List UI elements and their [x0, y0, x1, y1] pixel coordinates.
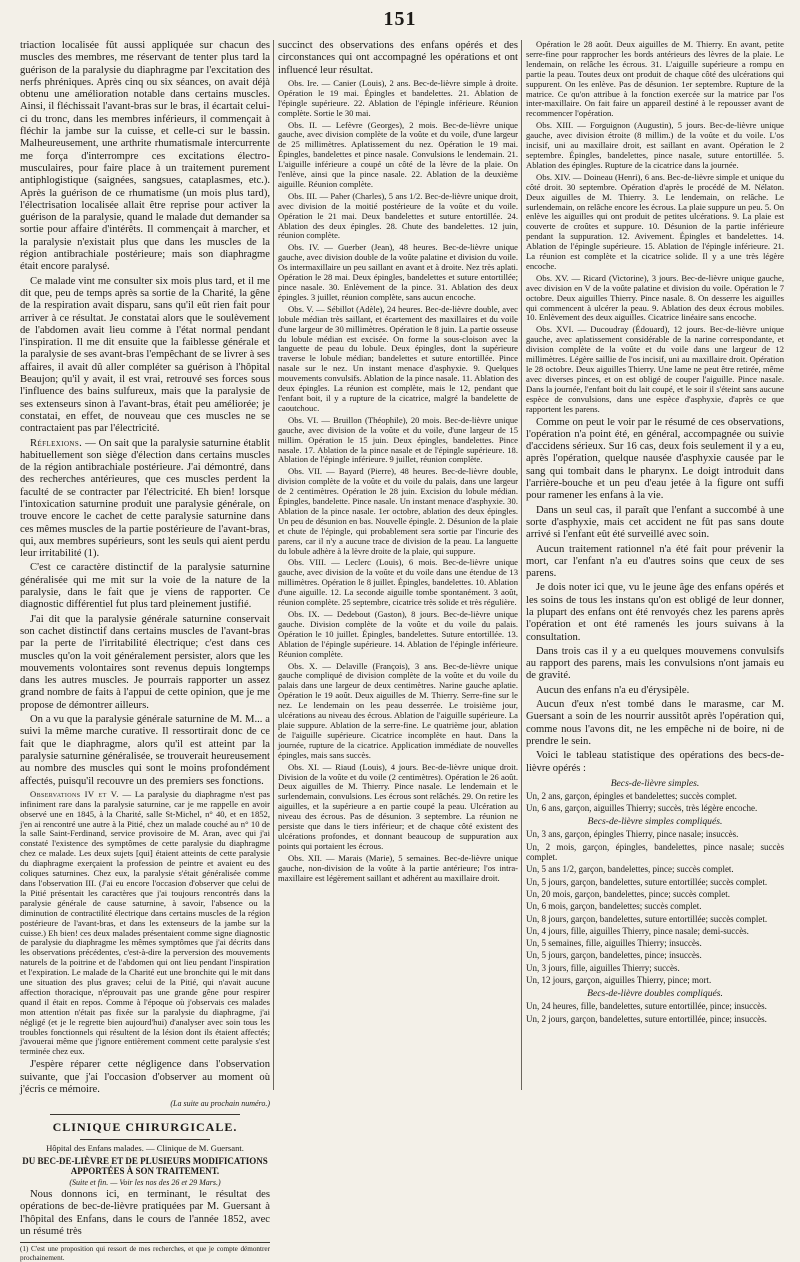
paragraph: J'espère réparer cette négligence dans l'observation suivante, que j'ai l'occasion d'observer au moment où j'écris ce mémoire.	[20, 1059, 270, 1095]
stat-row: Un, 2 ans, garçon, épingles et bandelettes; succès complet.	[526, 790, 737, 801]
paragraph	[20, 790, 270, 1057]
observation: Obs. IX. — Dedebout (Gaston), 8 jours. Bec-de-lièvre unique gauche. Division complète de la voûte et du voile du palais. Opération le 10 juillet. Épingles, bandelettes. Suture entortillée. 13. Ablation de l'épingle supérieure. 14. Ablation de l'épingle inférieure. Réunion complète.	[278, 609, 518, 659]
paragraph	[20, 438, 270, 561]
stat-row: Un, 5 jours, garçon, bandelettes, pince; insuccès.	[526, 950, 702, 961]
section-title: CLINIQUE CHIRURGICALE.	[52, 1120, 238, 1135]
observation: Obs. XIII. — Forguignon (Augustin), 5 jours. Bec-de-lièvre unique gauche, avec division étroite (8 millim.) de la voûte et du voile. L'os incisif, uni au maxillaire droit, est saillant en avant. Opération le 2 septembre. Épingles, bandelettes, pince nasale, suture entortillée. 5. Ablation des épingles. Rupture de la cicatrice dans la journée.	[526, 120, 784, 170]
footnote: (1) C'est une proposition qui ressort de mes recherches, et que je compte démontrer prochainement.	[20, 1242, 270, 1261]
stat-heading: Becs-de-lièvre simples compliqués.	[587, 816, 723, 828]
stat-row: Un, 24 heures, fille, bandelettes, suture entortillée, pince; insuccès.	[526, 1001, 767, 1012]
paragraph: Ce malade vint me consulter six mois plus tard, et il me dit que, peu de temps après sa sortie de la Charité, la gêne de la respiration avait disparu, sans qu'il eût rien fait pour arriver à ce résultat. Je constatai alors que le soulèvement de l'abdomen avait lieu comme à l'état normal pendant l'inspiration. Il me dit ensuite que la faiblesse générale et la paralysie de ses avant-bras l'empêchant de se livrer à ses affaires, il avait dû aller compléter sa guérison à l'hôpital Beaujon; qu'il y avait, il est vrai, retrouvé ses forces sous l'influence des bains sulfureux, mais que la paralysie de ses extenseurs sinon à l'avant-bras, était peu améliorée; je constatai, en effet, de nouveau que ces muscles ne se contractaient pas par l'électricité.	[20, 275, 270, 435]
stat-row: Un, 4 jours, fille, aiguilles Thierry, pince nasale; demi-succès.	[526, 925, 749, 936]
paragraph-lead: Réflexions.	[30, 437, 83, 449]
column-left	[20, 40, 270, 1262]
observation: Obs. VII. — Bayard (Pierre), 48 heures. Bec-de-lièvre double, division complète de la voûte et du voile du palais, dans une largeur de 2 centimètres. Opération le 28 juin. Excision du lobule médian. Épingles, bandelette. Pince nasale. Un instant menace d'asphyxie. 30. Ablation de la pince nasale. 1er octobre, ablation des deux épingles. Un peu de désunion en bas. Nouvelle épingle. 2. Désunion de la plaie et chute de l'épingle, qui probablement sera sortie par l'incurie des parens, car il n'y a aucune trace de division de la peau. La languette du lobule adhère à la lèvre droite de la plaie, qui suppure.	[278, 466, 518, 556]
hospital-line: Hôpital des Enfans malades. — Clinique de M. Guersant.	[46, 1143, 244, 1154]
article-subtitle: (Suite et fin. — Voir les nos des 26 et 29 Mars.)	[69, 1178, 221, 1188]
paragraph: Aucun d'eux n'est tombé dans le marasme, car M. Guersant a soin de les nourrir aussitôt après l'opération qui, comme nous l'avons dit, ne les empêche ni de boire, ni de prendre le sein.	[526, 699, 784, 747]
paragraph: Je dois noter ici que, vu le jeune âge des enfans opérés et les soins de tous les instans qu'on est obligé de leur donner, la plupart des enfans ont été renvoyés chez les parens après l'opération et ont été ramenés les jours suivans à la consultation.	[526, 582, 784, 643]
observation: Obs. XV. — Ricard (Victorine), 3 jours. Bec-de-lièvre unique gauche, avec division en V de la voûte palatine et division du voile. Opération le 7 octobre. Deux aiguilles Thierry. Pince nasale. 8. On desserre les aiguilles qui commencent à ulcérer la peau. 9. Ablation des deux écrous mobiles. 10. Enlèvement des deux aiguilles. Cicatrice linéaire sans encoche.	[526, 272, 784, 323]
stat-row: Un, 5 jours, garçon, bandelettes, suture entortillée; succès complet.	[526, 876, 768, 887]
stat-row: Un, 3 ans, garçon, épingles Thierry, pince nasale; insuccès.	[526, 829, 739, 840]
column-rule-1	[273, 40, 274, 1090]
observation: Opération le 28 août. Deux aiguilles de M. Thierry. En avant, petite serre-fine pour rapprocher les bords antérieurs des lèvres de la plaie. Le lendemain, on relâche les écrous. 31. L'aiguille supérieure a rompu en partie la peau. Toutes deux ont produit de chaque côté des ulcérations qui suppurent. On les enlève. Pas de désunion. 1er septembre. Rupture de la matrice. Ce qu'on attribue à la fonction exercée sur la matrice par l'os inter-maxillaire. On fait faire un appareil destiné à le repousser avant de recommencer l'opération.	[526, 39, 784, 119]
stat-row: Un, 2 mois, garçon, épingles, bandelettes, pince nasale; succès complet.	[526, 841, 784, 863]
paragraph: J'ai dit que la paralysie générale saturnine conservait son cachet distinctif dans certains muscles de l'avant-bras par la perte de l'irritabilité électrique; c'est dans ces muscles qu'on la voit généralement persister, alors que les mouvements volontaires sont revenus depuis longtemps dans les autres muscles. Je pourrais rapporter un assez grand nombre de faits à l'appui de cette opinion, que je me propose de démontrer ailleurs.	[20, 613, 270, 711]
stat-heading: Becs-de-lièvre simples.	[610, 777, 700, 789]
statistics-table	[526, 778, 784, 1024]
observation: Obs. V. — Sébillot (Adèle), 24 heures. Bec-de-lièvre double, avec lobule médian très saillant, et écartement des maxillaires et du voile d'une largeur de 30 millimètres. Opération le 8 juin. La partie osseuse du lobule médian est excisée. On forme la sous-cloison avec la languette de peau du lobule. Deux épingles, dont la supérieure traverse le lobule médian; bandelettes et suture entortillée. Pince nasale sur le nez. Un instant menace d'asphyxie. 9. Quelques mouvements convulsifs. Ablation de la pince nasale. 11. Ablation des deux épingles. La réunion est complète, mais le 12, pendant que l'enfant boit, il y a rupture de la cicatrice, malgré la bandelette de caoutchouc.	[278, 303, 518, 413]
observation: Obs. VIII. — Leclerc (Louis), 6 mois. Bec-de-lièvre unique gauche, avec division de la voûte et du voile dans une étendue de 13 millimètres. Opération le 8 juillet. Épingles, bandelettes. 10. Ablation d'une aiguille. 12. La seconde aiguille tombe spontanément. 3 août, réunion complète. 25 septembre, cicatrice très solide et très régulière.	[278, 557, 518, 608]
paragraph-body: — La paralysie du diaphragme n'est pas infiniment rare dans la paralysie saturnine, car je me rappelle en avoir observé une en 1845, à la Charité, salle St-Michel, n° 40, et en 1852, j'en ai rencontré une autre à la Pitié, chez un malade couché au n° 10 de la salle Saint-Ferdinand, service provisoire de M. Aran, avec qui j'ai constaté l'existence des symptômes de cette paralysie du diaphragme chez ce malade. Les deux sujets [qui] étaient atteints de cette paralysie du diaphragme exerçaient la profession de peintre et avaient eu des coliques saturnines. Chez eux, la paralysie s'était généralisée comme dans l'observation III. (J'ai eu encore l'occasion d'observer que celui de la Pitié présentait les caractères que j'ai toujours rencontrés dans la paralysie générale de cause saturnine, à savoir, l'absence ou la diminution de contractilité électrique dans certains muscles de la région postérieure de l'avant-bras, et dans les extenseurs de la jambe sur la cuisse.) Eh bien! ces deux malades présentaient comme signe diagnostic de paralysie du diaphragme les mêmes symptômes que j'ai décrits dans les observations précédentes, c'est-à-dire la perversion des mouvements naturels de la poitrine et de l'abdomen qui ont lieu pendant l'inspiration et l'expiration. Le malade de la Charité eut une bronchite qui le mit dans une situation des plus graves; celui de la Pitié, qui n'avait aucune affection thoracique, n'éprouvait pas une grande gêne pour respirer quand il était en repos. Comme à l'époque où j'observais ces malades mon attention n'était pas fixée sur la paralysie du diaphragme, j'ai négligé (et je le regrette bien aujourd'hui) d'analyser avec soin tous les troubles fonctionnels qui résultent de la lésion dont ils étaient affectés; j'avouerai même que j'ignore entièrement comment cette paralysie s'est terminée chez eux.	[20, 788, 270, 1057]
stat-row: Un, 12 jours, garçon, aiguilles Thierry, pince; mort.	[526, 975, 712, 985]
observation: Obs. XI. — Riaud (Louis), 4 jours. Bec-de-lièvre unique droit. Division de la voûte et du voile (2 centimètres). Opération le 26 août. Deux aiguilles de M. Thierry. Pince nasale. Le lendemain et le surlendemain, convulsions. Les écrous sont relâchés. 29. On retire les aiguilles, et la supérieure a en partie coupé la peau. Ulcération au niveau des écrous. Pas de désunion. 3 septembre. La réunion ne persiste que dans le tiers inférieur; et de chaque côté existent des ulcérations profondes, et donnant beaucoup de suppuration aux points qui portaient les écrous.	[278, 761, 518, 851]
observation: Obs. II. — Lefèvre (Georges), 2 mois. Bec-de-lièvre unique gauche, avec division complète de la voûte et du voile, d'une largeur de 25 millimètres. Aplatissement du nez. Opération le 19 mai. Épingles, bandelettes et pince nasale. Convulsions le lendemain. 21. L'aiguille inférieure a coupé un côté de la lèvre de la plaie. On l'enlève, ainsi que la pince nasale. 22. Ablation de la deuxième aiguille. Réunion complète.	[278, 119, 518, 189]
paragraph: C'est ce caractère distinctif de la paralysie saturnine généralisée qui me mit sur la voie de la nature de la paralysie, dans le fait que je viens de rapporter. Ce diagnostic différentiel fut plus tard pleinement justifié.	[20, 562, 270, 611]
paragraph: Dans trois cas il y a eu quelques mouvemens convulsifs au rapport des parens, mais les convulsions n'ont jamais eu de gravité.	[526, 645, 784, 682]
paragraph: Comme on peut le voir par le résumé de ces observations, l'opération n'a point été, en général, accompagnée ou suivie d'accidens sérieux. Sur 16 cas, deux fois seulement il y a eu, après l'opération, quelque nausée d'asphyxie causée par le sang qui tombait dans le pharynx. Le doigt introduit dans l'arrière-bouche et un peu d'eau jetée à la figure ont suffi pour ramener les enfans à la vie.	[526, 416, 784, 502]
paragraph: Nous donnons ici, en terminant, le résultat des opérations de bec-de-lièvre pratiquées par M. Guersant à l'hôpital des Enfans, dans le cours de l'année 1852, avec un résumé très	[20, 1189, 270, 1238]
continued-note: (La suite au prochain numéro.)	[170, 1099, 270, 1109]
stat-row: Un, 5 semaines, fille, aiguilles Thierry; insuccès.	[526, 938, 702, 949]
observation: Obs. III. — Paher (Charles), 5 ans 1/2. Bec-de-lièvre unique droit, avec division de la moitié postérieure de la voûte et du voile. Opération le 21 mai. Deux bandelettes et suture entortillée. 24. Ablation des deux épingles. 28. Chute des bandelettes. 12 juin, réunion complète.	[278, 190, 518, 241]
observation: Obs. Ire. — Canier (Louis), 2 ans. Bec-de-lièvre simple à droite. Opération le 19 mai. Épingles et bandelettes. 21. Ablation de l'épingle supérieure. 22. Ablation de l'épingle inférieure. Réunion complète. Sortie le 30 mai.	[278, 77, 518, 118]
stat-row: Un, 2 jours, garçon, bandelettes, suture entortillée, pince; insuccès.	[526, 1013, 767, 1024]
column-rule-2	[521, 40, 522, 1090]
observation: Obs. XIV. — Doineau (Henri), 6 ans. Bec-de-lièvre simple et unique du côté droit. 30 septembre. Opération d'après le procédé de M. Nélaton. Deux aiguilles de M. Thierry. 3. Le lendemain, on relâche. Le surlendemain, on relâche encore les écrous. La plaie suppure un peu. 5. On enlève les aiguilles qui ont produit de petites ulcérations. 9. La plaie est couverte de croûtes et suppure. 10. Désunion de la partie inférieure pendant la suppuration. 12. Avivement. Épingles et bandelettes. 14. Ablation de l'épingle supérieure. 15. Ablation de l'épingle inférieure. 21. La réunion est complète et la cicatrice solide. Il y a une très légère encoche.	[526, 171, 784, 271]
stat-row: Un, 6 ans, garçon, aiguilles Thierry; succès, très légère encoche.	[526, 803, 758, 814]
stat-heading: Becs-de-lièvre doubles compliqués.	[587, 988, 723, 1000]
observation: Obs. X. — Delaville (François), 3 ans. Bec-de-lièvre unique gauche compliqué de division complète de la voûte et du voile du palais dans une largeur de deux centimètres. Narine gauche aplatie. Opération le 19 août. Deux aiguilles de M. Thierry. Serre-fine sur le nez. Le lendemain on les peau desserrée. Le troisième jour, ulcérations au niveau des écrous. Ablation de l'aiguille supérieure. La plaie suppure. Ablation de la serre-fine. Le quatrième jour, ablation de l'aiguille supérieure. Cicatrice incomplète en haut. Dans la journée, rupture de la cicatrice. Application immédiate de nouvelles épingles, mais sans succès.	[278, 660, 518, 760]
stat-row: Un, 6 mois, garçon, bandelettes; succès complet.	[526, 901, 702, 912]
stat-row: Un, 8 jours, garçon, bandelettes, suture entortillée; succès complet.	[526, 913, 768, 924]
paragraph-lead: Observations IV et V.	[30, 788, 119, 799]
observation: Obs. XVI. — Ducoudray (Édouard), 12 jours. Bec-de-lièvre unique gauche, avec aplatissement considérable de la narine correspondante, et division complète de la voûte et du voile dans une largeur de 12 millimètres. Légère saillie de l'os incisif, uni au maxillaire droit. Opération le 28 octobre. Deux aiguilles Thierry. Une lame ne peut être retirée, même avec diverses pinces, et on est obligé de couper l'aiguille. Pince nasale. Dans la journée, l'enfant boit du lait coupé, et le soir il s'éteint sans aucune espèce de convulsions, dans une espèce d'asphyxie, d'après ce que rapportent les parens.	[526, 324, 784, 414]
paragraph: Voici le tableau statistique des opérations des becs-de-lièvre opérés :	[526, 750, 784, 774]
observation: Obs. XII. — Marais (Marie), 5 semaines. Bec-de-lièvre unique gauche, non-division de la voûte à la partie antérieure; l'os intra-maxillaire est légèrement saillant et adhérent au maxillaire droit.	[278, 852, 518, 883]
paragraph: Aucun traitement rationnel n'a été fait pour prévenir la mort, car l'enfant n'a eu d'autres soins que ceux de ses parens.	[526, 543, 784, 580]
paragraph: Dans un seul cas, il paraît que l'enfant a succombé à une sorte d'asphyxie, mais cet accident ne fût pas sans doute arrivé si l'enfant eût été surveillé avec soin.	[526, 504, 784, 541]
paragraph: Aucun des enfans n'a eu d'érysipèle.	[536, 684, 690, 696]
observation: Obs. IV. — Guerber (Jean), 48 heures. Bec-de-lièvre unique gauche, avec division double de la voûte palatine et division du voile. Os intermaxillaire un peu saillant en avant et à droite. Nez très aplati. Opération le 28 mai. Deux épingles, bandelettes et suture entortillée; pince nasale. 30. Enlèvement de la pince. 31. Ablation des deux épingles. 3 juillet, réunion complète, sans aucun encoche.	[278, 242, 518, 302]
paragraph: On a vu que la paralysie générale saturnine de M. M... a suivi la même marche curative. Il ressortirait donc de ce fait que le diaphragme, alors qu'il est atteint par la paralysie saturnine généralisée, se trouverait heureusement au nombre des muscles qui sont le moins profondément affectés, puisqu'il recouvre un des premiers ses fonctions.	[20, 714, 270, 787]
divider	[50, 1114, 240, 1115]
divider	[80, 1139, 210, 1140]
stat-row: Un, 20 mois, garçon, bandelettes, pince; succès complet.	[526, 888, 730, 899]
column-middle	[278, 40, 518, 1090]
page-number: 151	[383, 8, 417, 30]
article-title: DU BEC-DE-LIÈVRE ET DE PLUSIEURS MODIFICATIONS APPORTÉES À SON TRAITEMENT.	[22, 1156, 268, 1177]
paragraph: succinct des observations des enfans opérés et des circonstances qui ont accompagné les opérations et ont influencé leur résultat.	[278, 40, 518, 76]
stat-row: Un, 3 jours, fille, aiguilles Thierry; succès.	[526, 962, 680, 973]
paragraph: triaction localisée fût aussi appliquée sur chacun des muscles des membres, me réservant de tenter plus tard la guérison de la paralysie du diaphragme par l'excitation des nerfs phréniques. Après cinq ou six séances, on avait déjà obtenu une amélioration notable dans certains muscles. Ainsi, il fléchissait l'avant-bras sur le bras, il écartait celui-ci du tronc, dans les membres inférieurs, il commençait à fléchir la jambe sur la cuisse, et celle-ci sur le bassin. Malheureusement, une arthrite rhumatismale intercurrente me força d'interrompre ces excitations électro-musculaires, pour faire place à un traitement purement antiphlogistique (saignées, sangsues, cataplasmes, etc.). Après la guérison de ce rhumatisme (un mois plus tard), l'électrisation localisée allait être reprise pour activer la guérison de la paralysie, quand le malade dut demander sa sortie pour affaire d'intérêts. Il commençait à marcher, et la paralysie n'existait plus que dans les muscles de la région antibrachiale postérieure; mais son diaphragme était encore paralysé.	[20, 40, 270, 273]
column-right	[526, 40, 784, 1090]
observation: Obs. VI. — Bruillon (Théophile), 20 mois. Bec-de-lièvre unique gauche, avec division de la voûte et du voile, d'une largeur de 15 millim. Opération le 15 juin. Deux épingles, bandelettes. Pince nasale. 17. Ablation de la pince nasale et de l'épingle supérieure. 18. Ablation de l'épingle inférieure. 9 juillet, réunion complète.	[278, 414, 518, 465]
paragraph-body: — On sait que la paralysie saturnine établit habituellement son siège d'élection dans certains muscles de la région antibrachiale postérieure. J'ai démontré, dans des recherches antérieures, que ces muscles perdent la faculté de se contracter par l'électricité. Eh bien! lorsque l'intoxication saturnine produit une paralysie générale, on trouve encore le cachet de cette paralysie saturnine dans ces mêmes muscles de la partie postérieure de l'avant-bras, qui, aux membres supérieurs, sont les seuls qui aient perdu leur irritabilité (1).	[20, 437, 270, 560]
stat-row: Un, 5 ans 1/2, garçon, bandelettes, pince; succès complet.	[526, 864, 734, 875]
